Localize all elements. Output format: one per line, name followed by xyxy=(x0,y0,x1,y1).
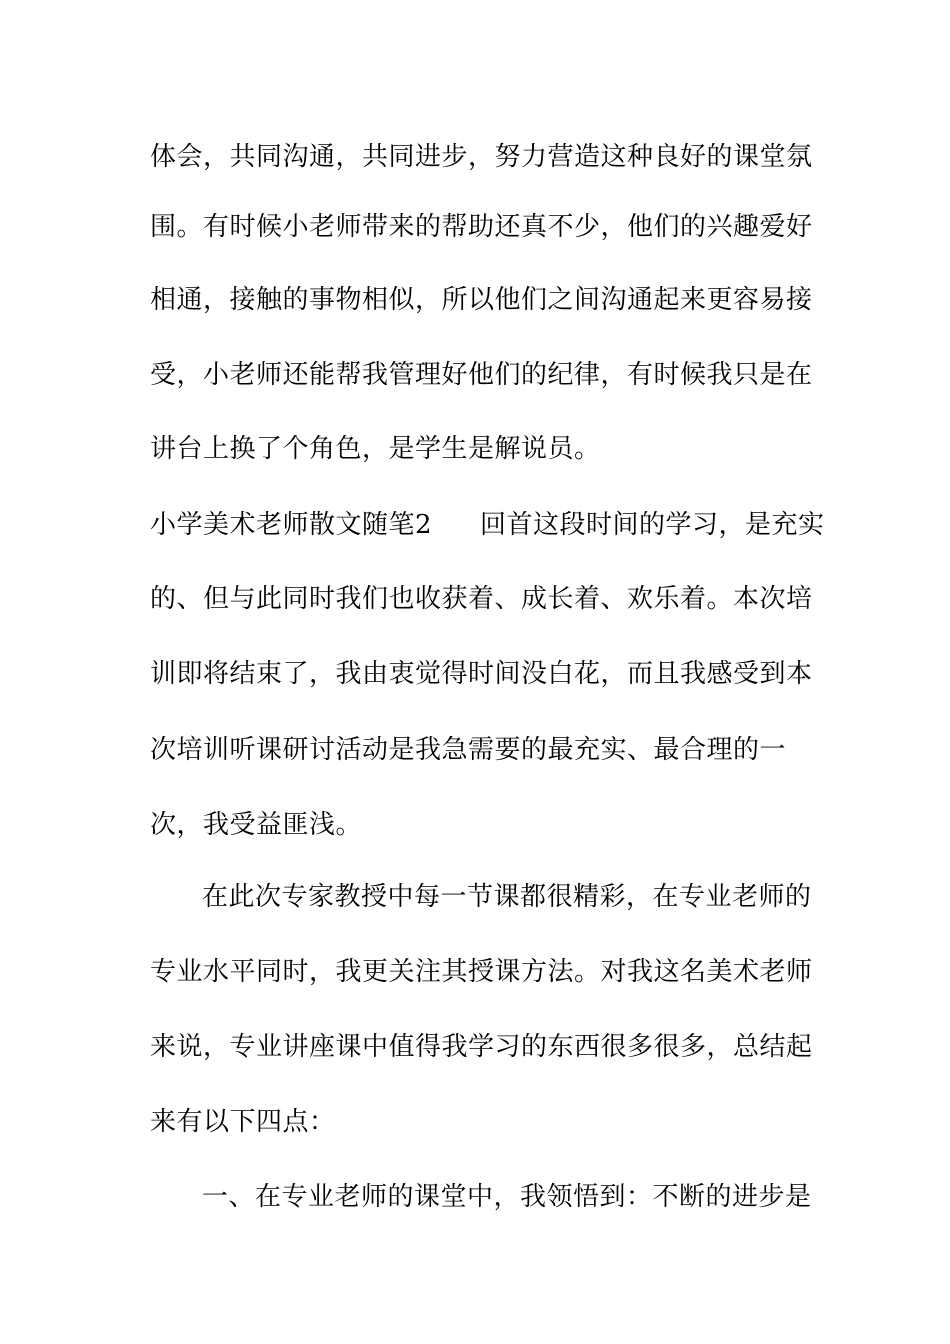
section-title: 小学美术老师散文随笔2 xyxy=(150,510,433,540)
paragraph-line: 受，小老师还能帮我管理好他们的纪律，有时候我只是在 xyxy=(150,360,813,390)
paragraph-line: 一、在专业老师的课堂中，我领悟到：不断的进步是 xyxy=(202,1182,812,1212)
paragraph-line: 相通，接触的事物相似，所以他们之间沟通起来更容易接 xyxy=(150,285,813,315)
paragraph-line: 来有以下四点： xyxy=(150,1107,336,1137)
section-first-text: 回首这段时间的学习，是充实 xyxy=(480,510,825,540)
paragraph-line: 次培训听课研讨活动是我急需要的最充实、最合理的一 xyxy=(150,735,787,765)
paragraph-line: 专业水平同时，我更关注其授课方法。对我这名美术老师 xyxy=(150,957,813,987)
paragraph-line: 来说，专业讲座课中值得我学习的东西很多很多，总结起 xyxy=(150,1032,813,1062)
paragraph-line: 训即将结束了，我由衷觉得时间没白花，而且我感受到本 xyxy=(150,659,813,689)
paragraph-line: 讲台上换了个角色，是学生是解说员。 xyxy=(150,434,601,464)
paragraph-line: 围。有时候小老师带来的帮助还真不少，他们的兴趣爱好 xyxy=(150,212,813,242)
paragraph-line: 的、但与此同时我们也收获着、成长着、欢乐着。本次培 xyxy=(150,584,813,614)
paragraph-line: 在此次专家教授中每一节课都很精彩，在专业老师的 xyxy=(202,882,812,912)
section-heading-line xyxy=(150,508,825,542)
paragraph-line: 次，我受益匪浅。 xyxy=(150,810,363,840)
paragraph-line: 体会，共同沟通，共同进步，努力营造这种良好的课堂氛 xyxy=(150,142,813,172)
